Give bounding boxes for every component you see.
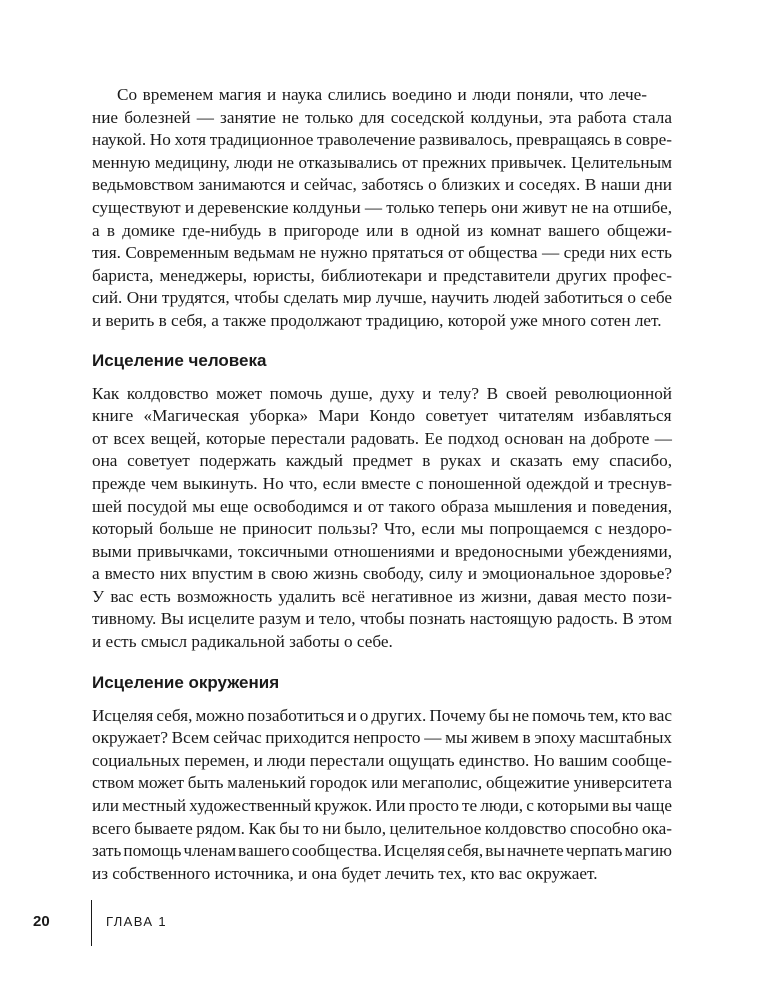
text-line: Как колдовство может помочь душе, духу и телу? В своей революционной [92, 383, 672, 403]
text-line: зать помощь членам вашего сообщества. Исцеляя себя, вы начнете черпать магию [92, 841, 672, 861]
text-line: наукой. Но хотя традиционное траволечение развивалось, превращаясь в совре- [92, 130, 672, 150]
text-line: шей посудой мы еще освободимся и от такого образа мышления и поведения, [92, 496, 672, 516]
text-line: тивному. Вы исцелите разум и тело, чтобы познать настоящую радость. В этом [92, 609, 672, 629]
text-line: книге «Магическая уборка» Мари Кондо советует читателям избавляться [92, 406, 672, 426]
text-line: менную медицину, люди не отказывались от прежних привычек. Целительным [92, 152, 672, 172]
text-line: Исцеляя себя, можно позаботиться и о других. Почему бы не помочь тем, кто вас [92, 705, 672, 725]
text-line: У вас есть возможность удалить всё негативное из жизни, давая место пози- [92, 586, 672, 606]
text-line: она советует подержать каждый предмет в руках и сказать ему спасибо, [92, 451, 672, 471]
text-line: и есть смысл радикальной заботы о себе. [92, 632, 393, 652]
text-line: из собственного источника, и она будет лечить тех, кто вас окружает. [92, 863, 598, 883]
text-line: прежде чем выкинуть. Но что, если вместе с поношенной одеждой и треснув- [92, 473, 672, 493]
text-line: или местный художественный кружок. Или просто те люди, с которыми вы чаще [92, 796, 672, 816]
text-line: ством может быть маленький городок или мегаполис, общежитие университета [92, 773, 672, 793]
text-line: окружает? Всем сейчас приходится непросто — мы живем в эпоху масштабных [92, 728, 672, 748]
text-line: всего бываете рядом. Как бы то ни было, целительное колдовство способно ока- [92, 818, 672, 838]
footer-divider [91, 900, 92, 946]
text-line: бариста, менеджеры, юристы, библиотекари и представители других профес- [92, 265, 672, 285]
heading-personal-healing: Исцеление человека [92, 350, 267, 370]
text-line: Со временем магия и наука слились воедино и люди поняли, что лече- [117, 85, 647, 104]
heading-community-healing: Исцеление окружения [92, 672, 280, 692]
page-body [92, 84, 672, 885]
community-healing-paragraph [92, 705, 672, 886]
page-number: 20 [33, 913, 50, 930]
intro-paragraph [92, 84, 672, 333]
text-line: от всех вещей, которые перестали радовать. Ее подход основан на доброте — [92, 428, 672, 448]
text-line: сий. Они трудятся, чтобы сделать мир лучше, научить людей заботиться о себе [92, 288, 672, 308]
page-footer [0, 900, 759, 950]
text-line: и верить в себя, а также продолжают традицию, которой уже много сотен лет. [92, 310, 662, 330]
text-line: существуют и деревенские колдуньи — только теперь они живут не на отшибе, [92, 197, 672, 217]
chapter-label: ГЛАВА 1 [106, 914, 168, 929]
text-line: а в домике где-нибудь в пригороде или в одной из комнат вашего общежи- [92, 220, 672, 240]
text-line: который больше не приносит пользы? Что, если мы попрощаемся с нездоро- [92, 519, 672, 539]
text-line: социальных перемен, и люди перестали ощущать единство. Но вашим сообще- [92, 750, 672, 770]
text-line: ведьмовством занимаются и сейчас, заботясь о близких и соседях. В наши дни [92, 175, 672, 195]
text-line: выми привычками, токсичными отношениями и вредоносными убеждениями, [92, 541, 672, 561]
text-line: ние болезней — занятие не только для соседской колдуньи, эта работа стала [92, 107, 672, 127]
text-line: а вместо них впустим в свою жизнь свободу, силу и эмоциональное здоровье? [92, 564, 672, 584]
personal-healing-paragraph [92, 383, 672, 654]
text-line: тия. Современным ведьмам не нужно прятаться от общества — среди них есть [92, 243, 672, 263]
